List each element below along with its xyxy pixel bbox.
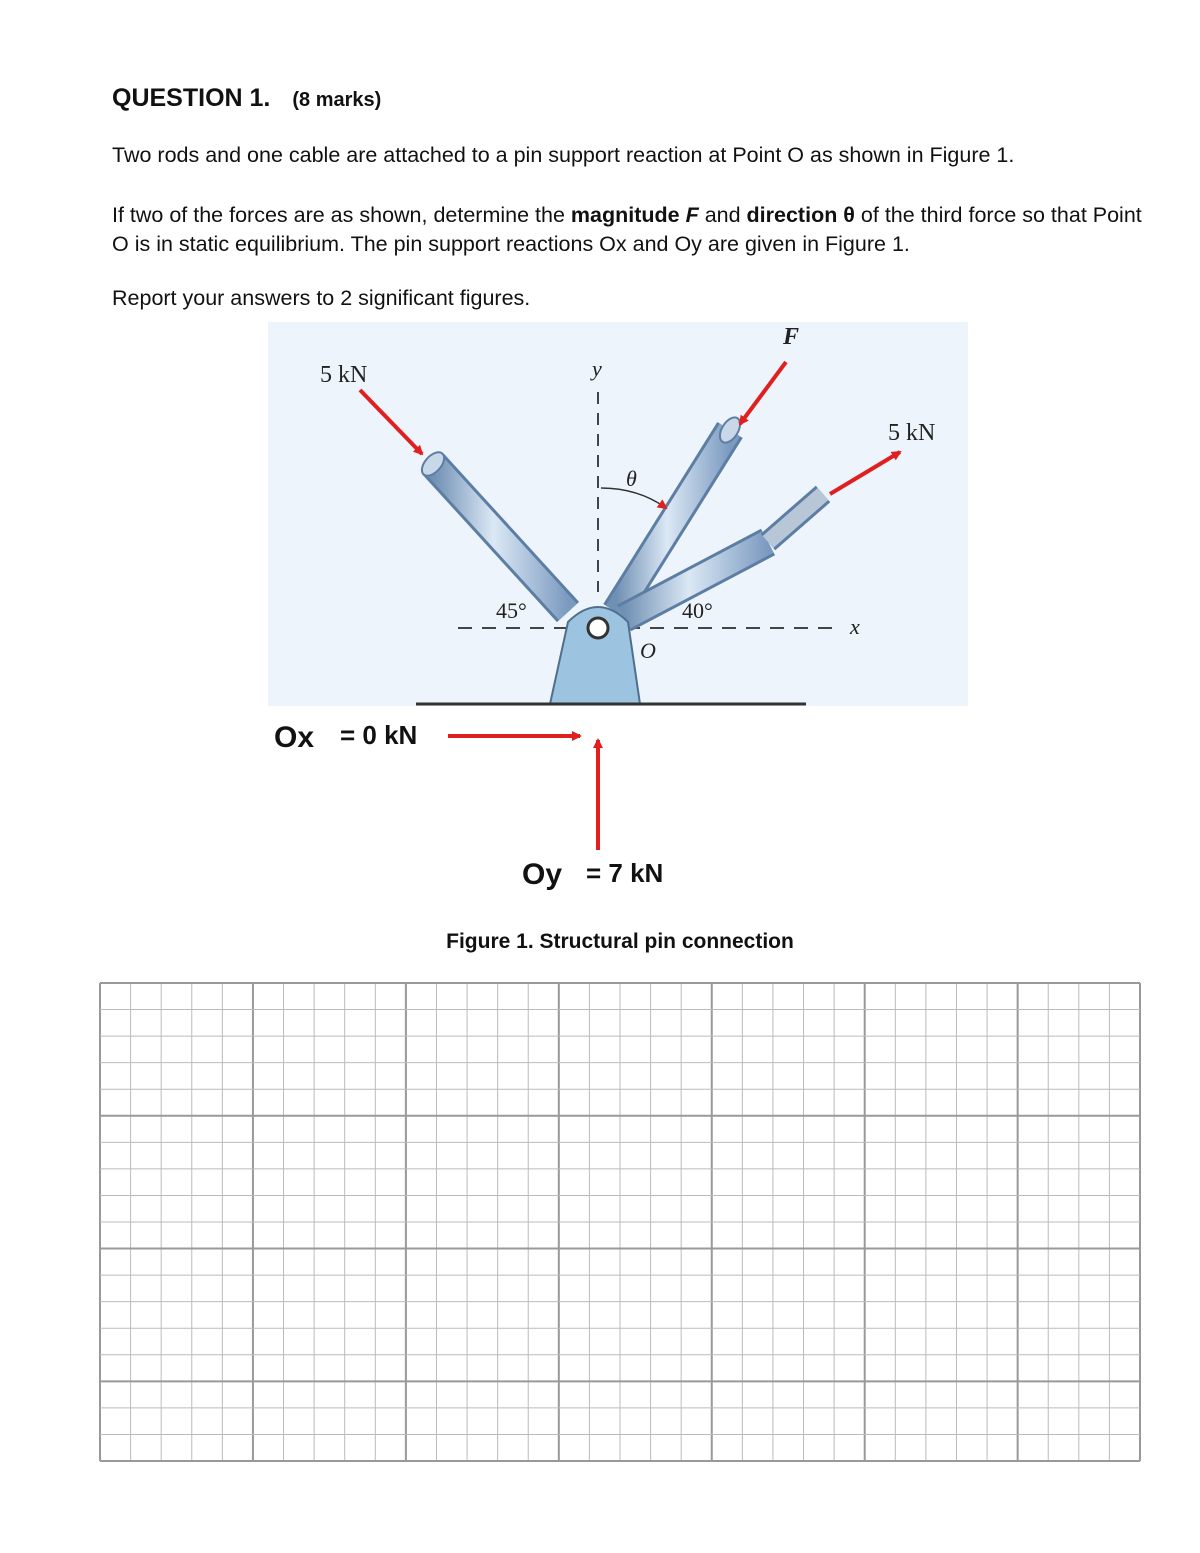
paragraph-report: Report your answers to 2 significant figures.	[112, 286, 531, 310]
figure-pin-connection	[268, 322, 968, 922]
pin	[588, 618, 608, 638]
label-y: y	[592, 356, 602, 381]
label-5kn-left: 5 kN	[320, 362, 368, 388]
label-oy: Oy	[522, 858, 563, 891]
label-ox-value: = 0 kN	[340, 720, 418, 750]
task-text-a: If two of the forces are as shown, determine the	[112, 203, 571, 227]
label-x: x	[850, 614, 860, 639]
task-text-c: of the third force so that Point O is in static equilibrium. The pin support reactions Ox and Oy are given in Figure 1.	[112, 203, 1142, 256]
paragraph-task	[112, 201, 1152, 259]
question-heading	[112, 84, 1152, 113]
label-45-deg: 45°	[496, 598, 527, 623]
figure-caption: Figure 1. Structural pin connection	[446, 930, 794, 953]
label-O: O	[640, 638, 656, 663]
paragraph-intro: Two rods and one cable are attached to a pin support reaction at Point O as shown in Figure 1.	[112, 143, 1015, 167]
label-F: F	[783, 324, 800, 350]
question-marks: (8 marks)	[292, 89, 382, 111]
label-ox: Ox	[274, 721, 315, 754]
label-oy-value: = 7 kN	[586, 858, 664, 888]
label-theta: θ	[626, 466, 637, 491]
question-title: QUESTION 1.	[112, 84, 271, 112]
answer-grid[interactable]	[99, 982, 1141, 1464]
label-40-deg: 40°	[682, 598, 713, 623]
task-magnitude: magnitude	[570, 203, 686, 227]
task-F: F	[685, 203, 699, 227]
task-direction: direction θ	[746, 203, 855, 227]
label-5kn-right: 5 kN	[888, 420, 936, 446]
task-text-b: and	[698, 203, 747, 227]
